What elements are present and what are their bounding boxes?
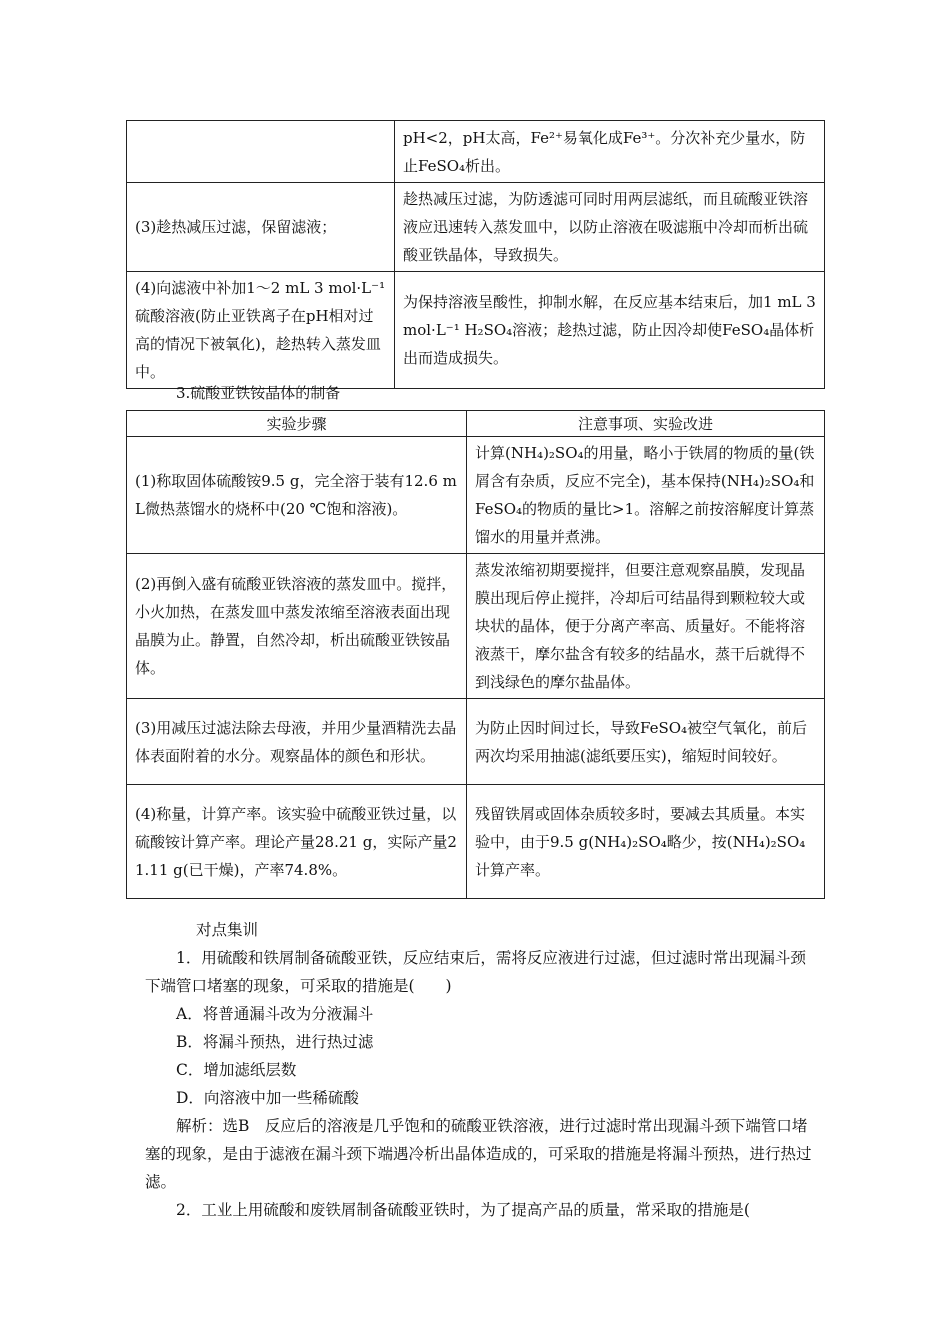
question-1-option-b: B．将漏斗预热，进行热过滤 xyxy=(176,1033,374,1051)
column-header-note: 注意事项、实验改进 xyxy=(467,411,825,437)
step-cell: (4)向滤液中补加1～2 mL 3 mol·L⁻¹硫酸溶液(防止亚铁离子在pH相对过高的情况下被氧化)，趁热转入蒸发皿中。 xyxy=(127,272,395,389)
question-1-option-c: C．增加滤纸层数 xyxy=(176,1061,297,1079)
crystal-preparation-table xyxy=(126,410,825,899)
step-cell: (4)称量，计算产率。该实验中硫酸亚铁过量，以硫酸铵计算产率。理论产量28.21 g，实际产量21.11 g(已干燥)，产率74.8%。 xyxy=(127,785,467,899)
note-cell: 残留铁屑或固体杂质较多时，要减去其质量。本实验中，由于9.5 g(NH₄)₂SO₄略少，按(NH₄)₂SO₄计算产率。 xyxy=(467,785,825,899)
table-row xyxy=(127,785,825,899)
procedure-table-continued xyxy=(126,120,825,389)
step-cell: (3)趁热减压过滤，保留滤液； xyxy=(127,183,395,272)
section-title: 3.硫酸亚铁铵晶体的制备 xyxy=(176,384,341,402)
note-cell: 为防止因时间过长，导致FeSO₄被空气氧化，前后两次均采用抽滤(滤纸要压实)，缩短时间较好。 xyxy=(467,699,825,785)
question-1-option-d: D．向溶液中加一些稀硫酸 xyxy=(176,1089,359,1107)
table-row xyxy=(127,699,825,785)
table-row xyxy=(127,183,825,272)
note-cell: 为保持溶液呈酸性，抑制水解，在反应基本结束后，加1 mL 3 mol·L⁻¹ H₂SO₄溶液；趁热过滤，防止因冷却使FeSO₄晶体析出而造成损失。 xyxy=(395,272,825,389)
question-1-option-a: A．将普通漏斗改为分液漏斗 xyxy=(176,1005,374,1023)
step-cell: (1)称取固体硫酸铵9.5 g，完全溶于装有12.6 mL微热蒸馏水的烧杯中(20 ℃饱和溶液)。 xyxy=(127,437,467,554)
exercise-section xyxy=(145,916,817,1224)
table-row xyxy=(127,272,825,389)
step-cell: (3)用减压过滤法除去母液，并用少量酒精洗去晶体表面附着的水分。观察晶体的颜色和形状。 xyxy=(127,699,467,785)
column-header-step: 实验步骤 xyxy=(127,411,467,437)
step-cell xyxy=(127,121,395,183)
table-row xyxy=(127,554,825,699)
step-cell: (2)再倒入盛有硫酸亚铁溶液的蒸发皿中。搅拌，小火加热，在蒸发皿中蒸发浓缩至溶液表面出现晶膜为止。静置，自然冷却，析出硫酸亚铁铵晶体。 xyxy=(127,554,467,699)
exercise-heading: 对点集训 xyxy=(196,921,259,939)
note-cell: 计算(NH₄)₂SO₄的用量，略小于铁屑的物质的量(铁屑含有杂质，反应不完全)，基本保持(NH₄)₂SO₄和FeSO₄的物质的量比>1。溶解之前按溶解度计算蒸馏水的用量并煮沸。 xyxy=(467,437,825,554)
table-row xyxy=(127,121,825,183)
table-header-row xyxy=(127,411,825,437)
table-row xyxy=(127,437,825,554)
question-1-analysis: 解析：选B 反应后的溶液是几乎饱和的硫酸亚铁溶液，进行过滤时常出现漏斗颈下端管口堵塞的现象，是由于滤液在漏斗颈下端遇冷析出晶体造成的，可采取的措施是将漏斗预热，进行热过滤。 xyxy=(145,1117,812,1191)
question-1-stem: 1．用硫酸和铁屑制备硫酸亚铁，反应结束后，需将反应液进行过滤，但过滤时常出现漏斗颈下端管口堵塞的现象，可采取的措施是( ) xyxy=(145,949,806,995)
note-cell: 蒸发浓缩初期要搅拌，但要注意观察晶膜，发现晶膜出现后停止搅拌，冷却后可结晶得到颗粒较大或块状的晶体，便于分离产率高、质量好。不能将溶液蒸干，摩尔盐含有较多的结晶水，蒸干后就得不到浅绿色的摩尔盐晶体。 xyxy=(467,554,825,699)
note-cell: 趁热减压过滤，为防透滤可同时用两层滤纸，而且硫酸亚铁溶液应迅速转入蒸发皿中，以防止溶液在吸滤瓶中冷却而析出硫酸亚铁晶体，导致损失。 xyxy=(395,183,825,272)
question-2-stem: 2．工业上用硫酸和废铁屑制备硫酸亚铁时，为了提高产品的质量，常采取的措施是( xyxy=(176,1201,750,1219)
note-cell: pH<2，pH太高，Fe²⁺易氧化成Fe³⁺。分次补充少量水，防止FeSO₄析出。 xyxy=(395,121,825,183)
